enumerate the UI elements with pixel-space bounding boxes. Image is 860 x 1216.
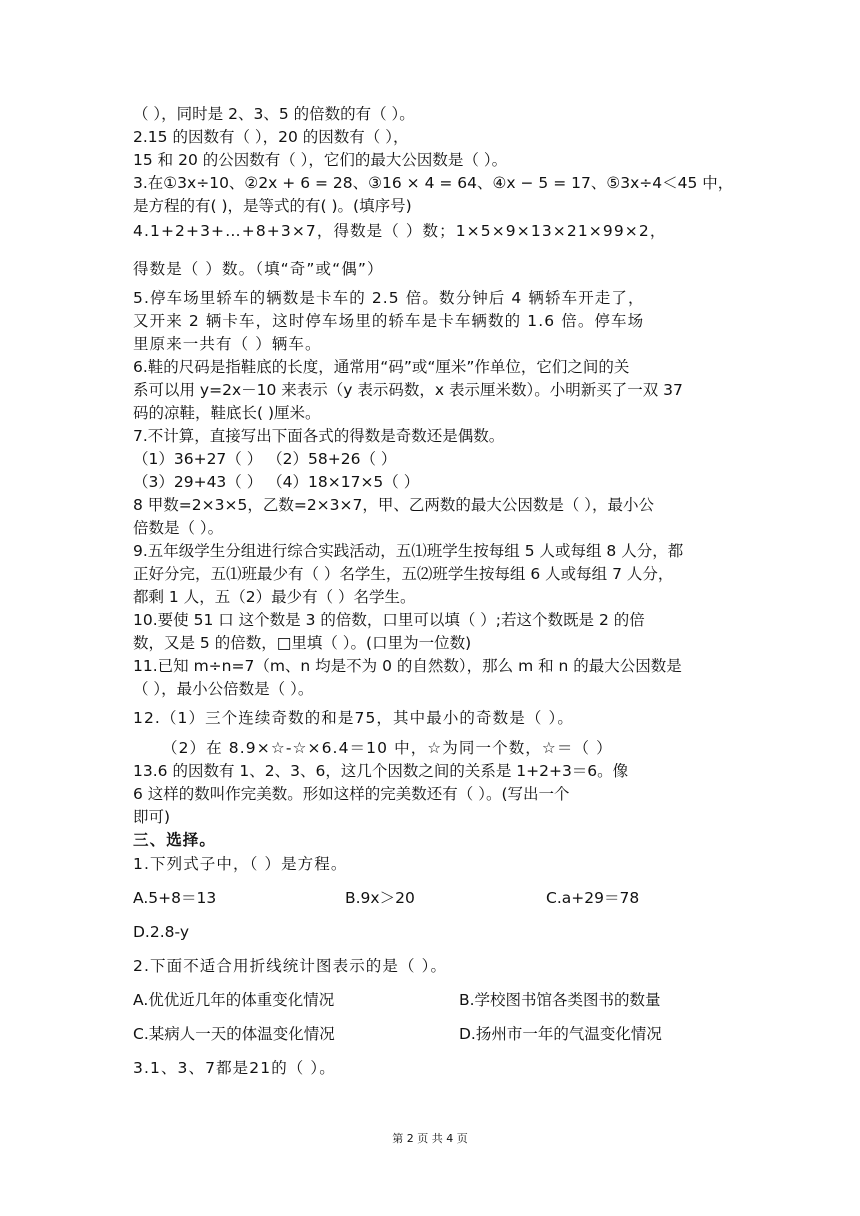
option-c: C.a+29＝78 [546,889,640,907]
text-line: 正好分完，五⑴班最少有（ ）名学生，五⑵班学生按每组 6 人或每组 7 人分， [133,565,674,583]
option-a: A.5+8＝13 [133,889,217,907]
option-c: C.某病人一天的体温变化情况 [133,1025,335,1043]
text-line: 4.1+2+3+…+8+3×7，得数是（ ）数；1×5×9×13×21×99×2， [133,222,667,240]
text-line: 10.要使 51 口 这个数是 3 的倍数，口里可以填（ ）;若这个数既是 2 的倍 [133,611,645,629]
text-line: 6 这样的数叫作完美数。形如这样的完美数还有（ ）。(写出一个 [133,785,570,803]
text-line: 又开来 2 辆卡车，这时停车场里的轿车是卡车辆数的 1.6 倍。停车场 [133,312,645,330]
text-line: 系可以用 y=2x－10 来表示（y 表示码数，x 表示厘米数）。小明新买了一双 37 [133,381,683,399]
text-line: 12.（1）三个连续奇数的和是75，其中最小的奇数是（ ）。 [133,709,574,727]
page-footer: 第 2 页 共 4 页 [392,1132,468,1145]
text-line: 得数是（ ）数。（填“奇”或“偶”） [133,260,384,278]
text-line: 3.在①3x÷10、②2x + 6 = 28、③16 × 4 = 64、④x − 5 = 17、⑤3x÷4＜45 中， [133,174,734,192]
text-line: 15 和 20 的公因数有（ ），它们的最大公因数是（ ）。 [133,151,508,169]
text-line: 6.鞋的尺码是指鞋底的长度，通常用“码”或“厘米”作单位，它们之间的关 [133,358,630,376]
option-d: D.扬州市一年的气温变化情况 [459,1025,662,1043]
text-line: 即可) [133,808,171,826]
text-line: 5.停车场里轿车的辆数是卡车的 2.5 倍。数分钟后 4 辆轿车开走了， [133,289,645,307]
text-line: 是方程的有( )，是等式的有( )。(填序号) [133,197,412,215]
question-text: 2.下面不适合用折线统计图表示的是（ ）。 [133,957,448,975]
text-line: 2.15 的因数有（ ），20 的因数有（ ）， [133,128,409,146]
question-text: 3.1、3、7都是21的（ ）。 [133,1059,336,1077]
option-b: B.学校图书馆各类图书的数量 [459,991,661,1009]
section-heading: 三、选择。 [133,831,217,849]
question-text: 1.下列式子中，（ ）是方程。 [133,855,348,873]
option-b: B.9x＞20 [345,889,415,907]
text-line: 数，又是 5 的倍数，□里填（ ）。(口里为一位数) [133,634,472,652]
option-a: A.优优近几年的体重变化情况 [133,991,335,1009]
text-line: 都剩 1 人，五（2）最少有（ ）名学生。 [133,588,416,606]
text-line: 码的凉鞋，鞋底长( )厘米。 [133,404,321,422]
option-d: D.2.8-y [133,923,190,941]
text-line: （2）在 8.9×☆-☆×6.4＝10 中，☆为同一个数，☆＝（ ） [162,739,613,757]
text-line: 7.不计算，直接写出下面各式的得数是奇数还是偶数。 [133,427,505,445]
text-line: （1）36+27（ ） （2）58+26（ ） [133,450,397,468]
text-line: 13.6 的因数有 1、2、3、6，这几个因数之间的关系是 1+2+3＝6。像 [133,762,629,780]
text-line: （ ），最小公倍数是（ ）。 [133,680,314,698]
text-line: 里原来一共有（ ）辆车。 [133,335,322,353]
text-line: 11.已知 m÷n=7（m、n 均是不为 0 的自然数），那么 m 和 n 的最大公因数是 [133,657,682,675]
text-line: 9.五年级学生分组进行综合实践活动，五⑴班学生按每组 5 人或每组 8 人分，都 [133,542,684,560]
text-line: （3）29+43（ ） （4）18×17×5（ ） [133,473,420,491]
text-line: 倍数是（ ）。 [133,519,224,537]
text-line: （ ），同时是 2、3、5 的倍数的有（ ）。 [133,105,415,123]
text-line: 8 甲数=2×3×5，乙数=2×3×7，甲、乙两数的最大公因数是（ ），最小公 [133,496,655,514]
